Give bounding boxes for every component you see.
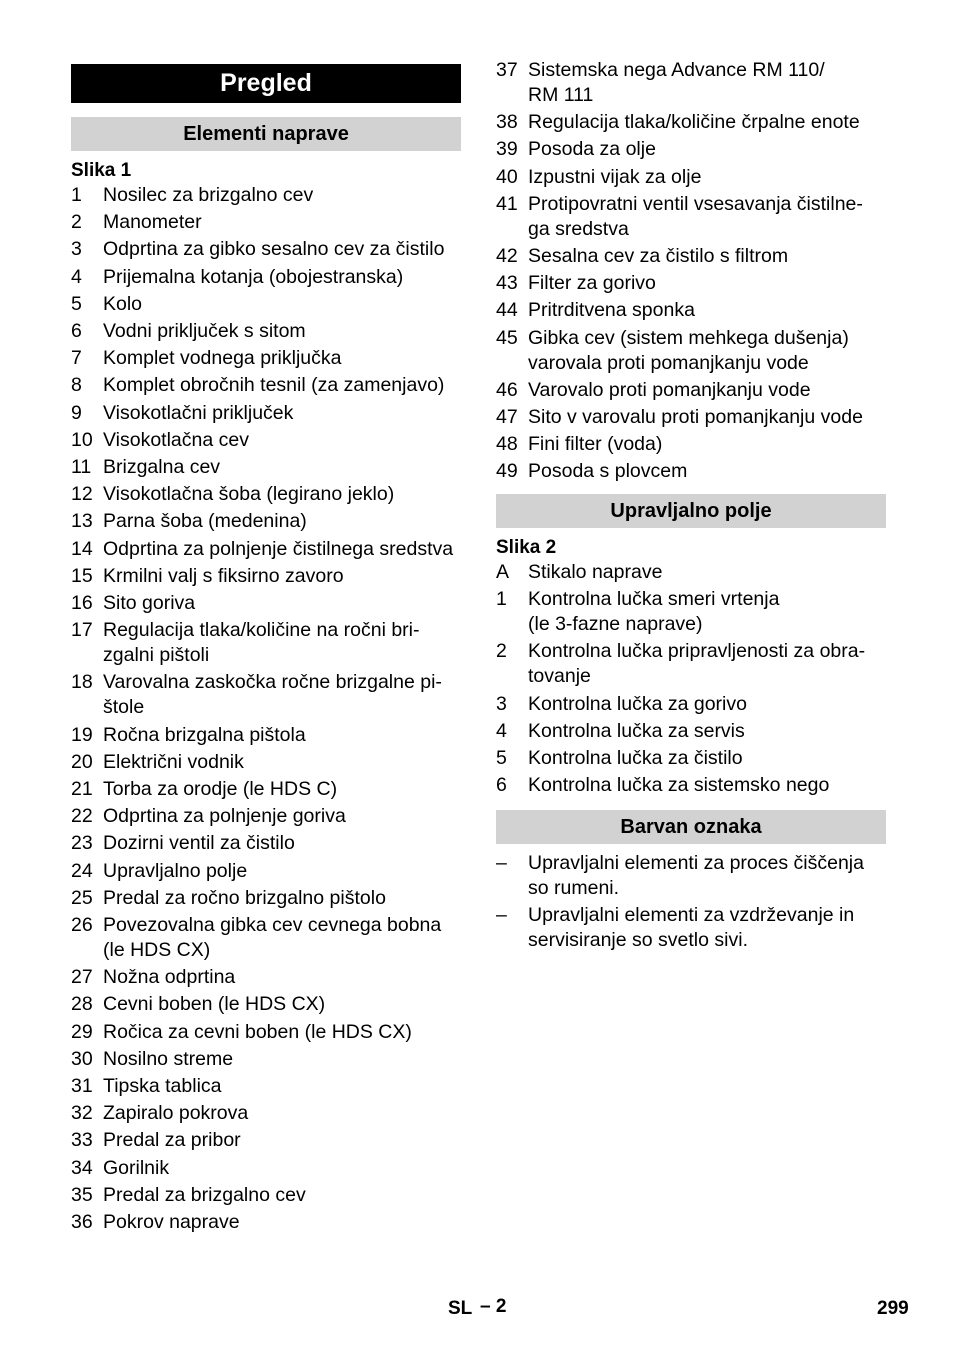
item-number: 7: [71, 347, 82, 370]
list-item: [71, 670, 461, 720]
item-text: Posoda za olje: [528, 138, 656, 161]
item-text: Predal za ročno brizgalno pištolo: [103, 886, 386, 909]
item-number: 49: [496, 460, 518, 483]
item-text: Komplet obročnih tesnil (za zamenjavo): [103, 374, 445, 397]
list-item: [496, 459, 886, 484]
list-item: [71, 564, 461, 589]
list-item: [71, 1183, 461, 1208]
item-number: 20: [71, 750, 93, 773]
list-item: [71, 319, 461, 344]
item-number: 17: [71, 619, 93, 642]
item-text: Regulacija tlaka/količine črpalne enote: [528, 111, 860, 134]
item-text: Kolo: [103, 292, 143, 315]
item-text: Gibka cev (sistem mehkega dušenja): [528, 326, 849, 349]
list-item: [71, 537, 461, 562]
list-item: [71, 859, 461, 884]
item-text: Kontrolna lučka za čistilo: [528, 747, 743, 769]
list-item: [496, 903, 886, 953]
list-item: [71, 591, 461, 616]
item-text: Regulacija tlaka/količine na ročni bri-: [103, 619, 420, 642]
list-item: [71, 1047, 461, 1072]
list-item: [71, 886, 461, 911]
item-text: Odprtina za gibko sesalno cev za čistilo: [103, 238, 445, 261]
item-number: 44: [496, 299, 518, 322]
item-text: Filter za gorivo: [528, 272, 656, 295]
item-text: Upravljalni elementi za proces čiščenja: [528, 852, 864, 874]
item-number: 48: [496, 433, 518, 456]
item-number: 6: [71, 320, 82, 342]
item-text: Odprtina za polnjenje čistilnega sredstva: [103, 537, 454, 560]
list-item: [71, 1128, 461, 1153]
page-number: 299: [877, 1298, 909, 1319]
item-text-continued: zgalni pištoli: [103, 644, 210, 667]
page-title: Pregled: [71, 64, 461, 103]
item-text: Torba za orodje (le HDS C): [103, 778, 338, 800]
figure-label: Slika 2: [496, 537, 557, 558]
item-text-continued: servisiranje so svetlo sivi.: [528, 929, 748, 952]
item-number: 3: [496, 692, 507, 715]
list-item: [496, 110, 886, 135]
item-text: Visokotlačna šoba (legirano jeklo): [103, 483, 395, 506]
item-number: 10: [71, 428, 93, 451]
item-text: Dozirni ventil za čistilo: [103, 832, 295, 855]
item-number: 8: [71, 374, 82, 397]
item-number: 13: [71, 510, 93, 533]
item-text: Varovalna zaskočka ročne brizgalne pi-: [103, 671, 442, 694]
item-number: 4: [496, 719, 507, 742]
item-number: 29: [71, 1020, 93, 1043]
item-text: Povezovalna gibka cev cevnega bobna: [103, 914, 442, 936]
list-item: [71, 777, 461, 802]
item-text: Kontrolna lučka smeri vrtenja: [528, 588, 780, 611]
item-text: Ročna brizgalna pištola: [103, 723, 306, 746]
item-number: 27: [71, 966, 93, 989]
list-item: [71, 913, 461, 963]
item-text: Fini filter (voda): [528, 433, 663, 456]
list-item: [496, 137, 886, 162]
list-item: [71, 346, 461, 371]
item-number: 45: [496, 326, 518, 349]
item-number: 5: [496, 747, 507, 769]
item-number: 33: [71, 1129, 93, 1152]
item-number: 23: [71, 832, 93, 855]
item-number: 1: [71, 184, 82, 206]
item-number: 34: [71, 1156, 93, 1179]
item-text: Ročica za cevni boben (le HDS CX): [103, 1020, 412, 1043]
list-item: [71, 1210, 461, 1235]
list-item: [496, 405, 886, 430]
item-number: 36: [71, 1211, 93, 1233]
item-text-continued: ga sredstva: [528, 217, 629, 240]
item-text-continued: tovanje: [528, 665, 591, 688]
item-text: Predal za brizgalno cev: [103, 1183, 306, 1206]
list-item: [71, 723, 461, 748]
item-text: Komplet vodnega priključka: [103, 347, 342, 370]
item-number: 24: [71, 859, 93, 882]
section-heading-device-elements: Elementi naprave: [71, 117, 461, 151]
item-text: Gorilnik: [103, 1156, 170, 1179]
list-item: [71, 401, 461, 426]
list-item: [496, 298, 886, 323]
list-item: [496, 432, 886, 457]
list-item: [71, 183, 461, 208]
item-number: 26: [71, 914, 93, 936]
item-text: Pokrov naprave: [103, 1211, 240, 1233]
list-item: [71, 804, 461, 829]
item-number: 2: [496, 640, 507, 663]
list-item: [71, 750, 461, 775]
item-number: 25: [71, 886, 93, 909]
item-number: –: [496, 904, 507, 927]
list-item: [71, 1074, 461, 1099]
item-text: Upravljalni elementi za vzdrževanje in: [528, 904, 855, 927]
list-item: [496, 773, 886, 798]
list-item: [496, 587, 886, 637]
item-text: Pritrditvena sponka: [528, 299, 695, 322]
item-text: Cevni boben (le HDS CX): [103, 993, 326, 1016]
list-item: [71, 1101, 461, 1126]
item-text: Visokotlačni priključek: [103, 401, 294, 424]
item-number: 6: [496, 774, 507, 797]
list-item: [496, 165, 886, 190]
item-text: Nožna odprtina: [103, 966, 236, 989]
list-item: [71, 292, 461, 317]
item-text: Sistemska nega Advance RM 110/: [528, 59, 825, 81]
item-text: Stikalo naprave: [528, 561, 663, 583]
item-number: 22: [71, 805, 93, 828]
item-number: 40: [496, 165, 518, 188]
item-number: 37: [496, 59, 518, 81]
item-number: 38: [496, 111, 518, 134]
list-item: [496, 271, 886, 296]
item-number: 18: [71, 671, 93, 694]
item-number: 30: [71, 1047, 93, 1070]
item-text: Kontrolna lučka za gorivo: [528, 692, 747, 715]
list-item: [71, 210, 461, 235]
item-number: 19: [71, 723, 93, 746]
item-text-continued: so rumeni.: [528, 877, 620, 899]
item-text-continued: varovala proti pomanjkanju vode: [528, 351, 809, 374]
list-item: [71, 965, 461, 990]
item-text: Sesalna cev za čistilo s filtrom: [528, 245, 789, 267]
list-item: [496, 192, 886, 242]
footer-subpage: – 2: [480, 1296, 507, 1317]
list-item: [496, 378, 886, 403]
item-text: Kontrolna lučka za sistemsko nego: [528, 774, 830, 797]
list-item: [71, 1020, 461, 1045]
item-number: 11: [71, 456, 92, 478]
list-item: [71, 265, 461, 290]
item-text: Brizgalna cev: [103, 456, 221, 478]
item-number: 47: [496, 406, 518, 428]
list-item: [71, 373, 461, 398]
item-number: 12: [71, 483, 93, 506]
list-item: [496, 244, 886, 269]
item-number: 14: [71, 537, 93, 560]
item-text: Nosilec za brizgalno cev: [103, 184, 314, 206]
item-number: 28: [71, 993, 93, 1016]
list-item: [71, 1156, 461, 1181]
item-number: 35: [71, 1183, 93, 1206]
item-number: 46: [496, 378, 518, 401]
item-text: Protipovratni ventil vsesavanja čistilne-: [528, 192, 863, 215]
section-heading-control-panel: Upravljalno polje: [496, 494, 886, 528]
item-number: 31: [71, 1075, 93, 1097]
list-item: [71, 455, 461, 480]
item-text: Parna šoba (medenina): [103, 510, 307, 533]
list-item: [496, 639, 886, 689]
list-item: [71, 237, 461, 262]
list-item: [71, 509, 461, 534]
item-number: 21: [71, 778, 93, 800]
item-text-continued: (le HDS CX): [103, 939, 211, 961]
item-number: 2: [71, 211, 82, 234]
list-item: [71, 992, 461, 1017]
list-item: [496, 692, 886, 717]
item-text: Visokotlačna cev: [103, 428, 249, 451]
item-text: Nosilno streme: [103, 1047, 234, 1070]
item-number: 41: [496, 192, 518, 215]
list-item: [71, 831, 461, 856]
figure-label: Slika 1: [71, 160, 132, 181]
item-number: 15: [71, 564, 93, 587]
item-text-continued: RM 111: [528, 84, 594, 106]
item-text: Sito goriva: [103, 592, 196, 614]
item-text: Sito v varovalu proti pomanjkanju vode: [528, 406, 863, 428]
item-number: 1: [496, 588, 507, 611]
section-heading-color-coding: Barvan oznaka: [496, 810, 886, 844]
item-number: 3: [71, 238, 82, 261]
item-text-continued: štole: [103, 696, 145, 719]
item-text: Manometer: [103, 211, 202, 234]
item-text: Izpustni vijak za olje: [528, 165, 702, 188]
item-text: Kontrolna lučka pripravljenosti za obra-: [528, 640, 866, 663]
item-number: 4: [71, 265, 82, 288]
item-number: 43: [496, 272, 518, 295]
list-item: [71, 428, 461, 453]
item-number: 16: [71, 592, 93, 614]
list-item: [496, 326, 886, 376]
item-number: 9: [71, 401, 82, 424]
item-text: Zapiralo pokrova: [103, 1102, 249, 1125]
item-number: 5: [71, 292, 82, 315]
item-text: Odprtina za polnjenje goriva: [103, 805, 346, 828]
item-text: Tipska tablica: [103, 1075, 222, 1097]
item-text: Posoda s plovcem: [528, 460, 688, 483]
list-item: [71, 618, 461, 668]
list-item: [496, 719, 886, 744]
list-item: [71, 482, 461, 507]
item-text: Upravljalno polje: [103, 859, 248, 882]
list-item: [496, 560, 886, 585]
item-text: Prijemalna kotanja (obojestranska): [103, 265, 404, 288]
list-item: [496, 851, 886, 901]
item-number: 32: [71, 1102, 93, 1125]
footer-language: SL: [448, 1298, 473, 1319]
item-number: –: [496, 852, 507, 874]
item-text: Vodni priključek s sitom: [103, 320, 306, 342]
item-text: Predal za pribor: [103, 1129, 241, 1152]
item-text: Kontrolna lučka za servis: [528, 719, 745, 742]
list-item: [496, 746, 886, 771]
item-number: A: [496, 561, 510, 583]
item-text: Krmilni valj s fiksirno zavoro: [103, 564, 344, 587]
item-text: Električni vodnik: [103, 750, 244, 773]
item-text-continued: (le 3-fazne naprave): [528, 613, 703, 636]
item-number: 42: [496, 245, 518, 267]
item-number: 39: [496, 138, 518, 161]
list-item: [496, 58, 886, 108]
item-text: Varovalo proti pomanjkanju vode: [528, 378, 811, 401]
